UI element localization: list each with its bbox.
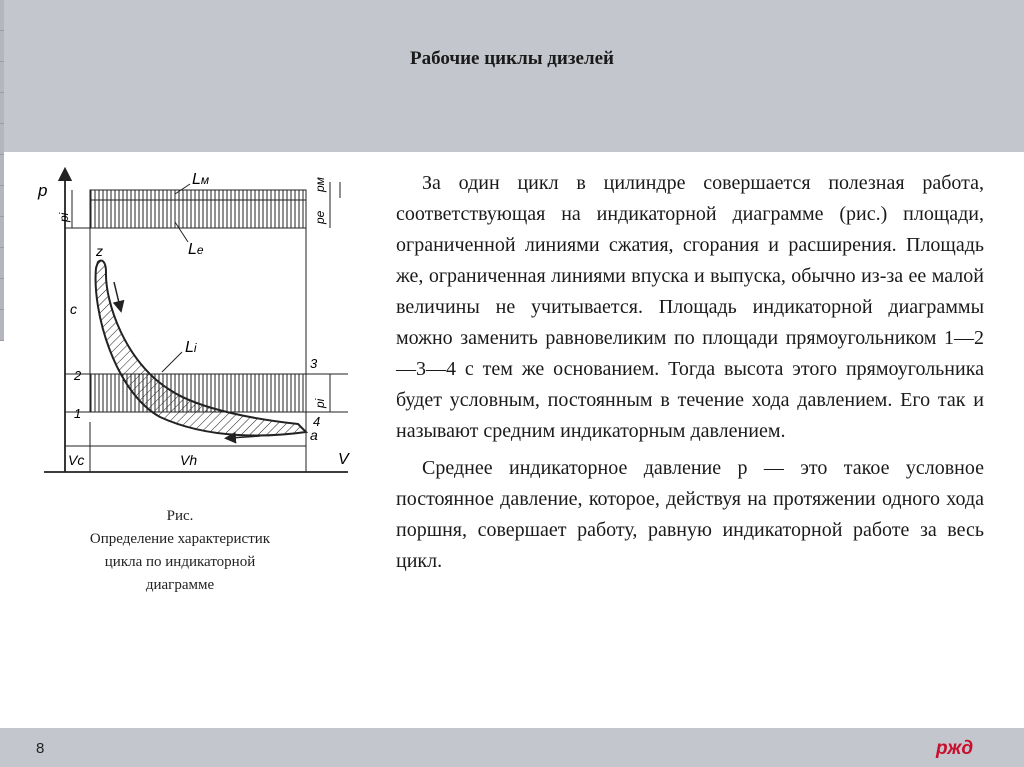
point-4-label: 4: [313, 414, 321, 429]
paragraph: Среднее индикаторное давление р — это такое условное постоянное давление, которое, действуя на протяжении одного хода поршня, совершает работу, равную индикаторной работе за весь цикл.: [396, 457, 984, 572]
caption-line: Рис.: [166, 508, 194, 524]
point-c-label: c: [70, 301, 77, 317]
svg-text:ржд: ржд: [936, 738, 974, 759]
figure-caption: [40, 505, 320, 597]
body-text: [396, 168, 984, 577]
caption-line: диаграмме: [145, 577, 215, 593]
li-label: Li: [185, 339, 197, 356]
le-band: [90, 200, 306, 228]
lm-label: Lм: [192, 171, 210, 188]
caption-line: цикла по индикаторной: [104, 554, 256, 570]
pi-right-label: pi: [313, 398, 327, 408]
page-number: 8: [36, 740, 45, 757]
rzd-logo-icon: [934, 735, 990, 759]
indicator-diagram: [30, 162, 370, 482]
pm-label: pм: [313, 177, 327, 192]
caption-line: Определение характеристик: [89, 531, 271, 547]
point-3-label: 3: [310, 356, 318, 371]
y-axis-label: p: [38, 181, 48, 200]
lm-band: [90, 190, 306, 200]
point-2-label: 2: [74, 368, 82, 383]
paragraph: За один цикл в цилиндре совершается полезная работа, соответствующая на индикаторной диаграмме (рис.) площади, ограниченной линиями сжатия, сгорания и расширения. Площадь же, ограниченная линиями впуска и выпуска, обычно из-за ее малой величины не учитывается. Площадь индикаторной диаграммы можно заменить равновеликим по площади прямоугольником 1—2—3—4 с тем же основанием. Тогда высота этого прямоугольника будет условным, постоянным в течение хода давлением. Его так и называют средним индикаторным давлением.: [396, 172, 984, 442]
pi-left-label: pi: [57, 212, 71, 222]
vc-label: Vc: [68, 452, 85, 468]
title-bar: [0, 0, 1024, 152]
pe-label: pe: [313, 210, 327, 224]
point-1-label: 1: [74, 406, 82, 421]
slide-title: Рабочие циклы дизелей: [410, 48, 614, 69]
point-a-label: a: [310, 427, 318, 443]
point-z-label: z: [96, 243, 103, 259]
footer-bar: [0, 728, 1024, 767]
x-axis-label: V: [338, 451, 349, 468]
vh-label: Vh: [180, 452, 198, 468]
le-label: Le: [188, 241, 204, 258]
